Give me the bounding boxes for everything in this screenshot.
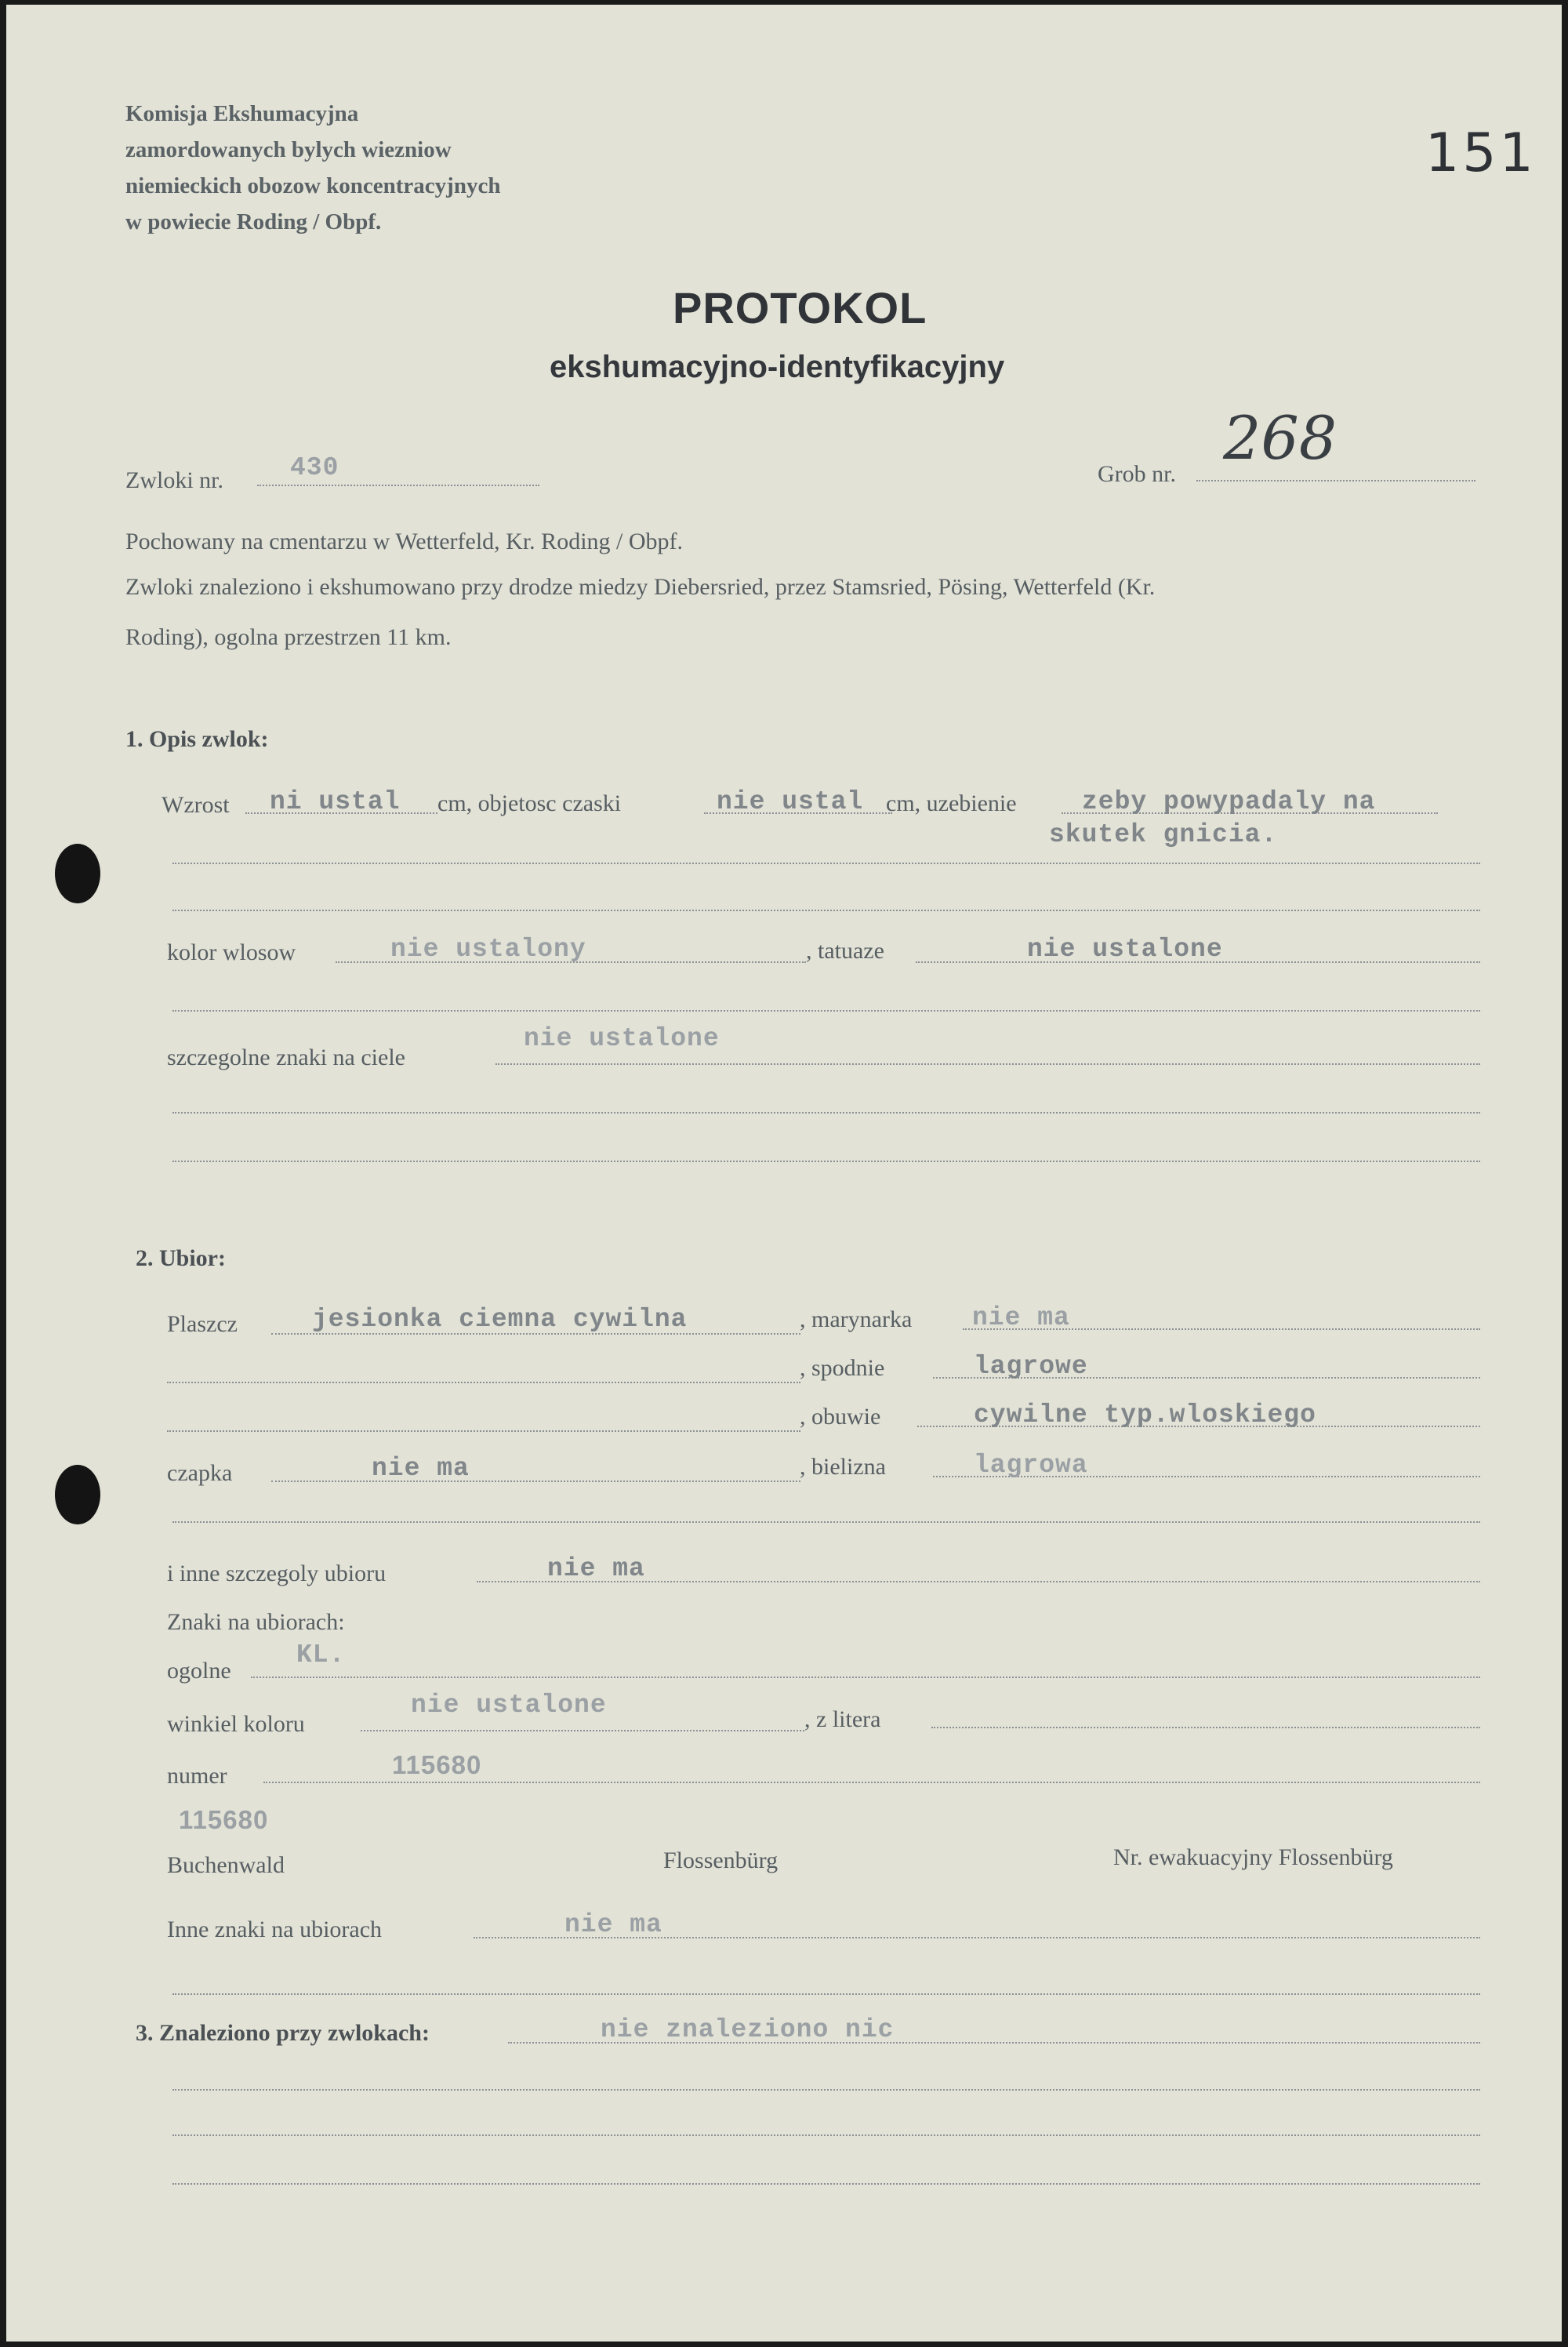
spodnie-value: lagrowe [974, 1352, 1088, 1381]
czapka-dotted-line [271, 1480, 800, 1482]
marynarka-value: nie ma [972, 1303, 1070, 1332]
obuwie-label: , obuwie [800, 1404, 881, 1430]
grob-dotted-line [1196, 480, 1475, 481]
tatuaze-value: nie ustalone [1027, 935, 1223, 964]
ogolne-label: ogolne [167, 1658, 231, 1684]
section3-line-4 [172, 2183, 1480, 2185]
document-page [6, 5, 1562, 2342]
litera-dotted-line [931, 1727, 1480, 1728]
found-line-2: Roding), ogolna przestrzen 11 km. [125, 624, 452, 650]
page-number: 151 [1425, 122, 1537, 184]
document-title: PROTOKOL [673, 283, 927, 332]
section1-line-5 [172, 1010, 1480, 1012]
plaszcz-value: jesionka ciemna cywilna [312, 1305, 688, 1334]
obuwie-left-line [167, 1430, 800, 1432]
uzebienie-value-2: skutek gnicia. [1049, 820, 1278, 849]
wzrost-value: ni ustal [270, 787, 401, 816]
winkiel-label: winkiel koloru [167, 1711, 305, 1737]
org-line-1: Komisja Ekshumacyjna [125, 101, 359, 126]
winkiel-value: nie ustalone [411, 1691, 607, 1720]
spodnie-left-line [167, 1382, 800, 1383]
uzebienie-value-1: zeby powypadaly na [1082, 787, 1376, 816]
buried-line: Pochowany na cmentarzu w Wetterfeld, Kr. Roding / Obpf. [125, 529, 684, 554]
bielizna-value: lagrowa [974, 1451, 1088, 1480]
czaszka-value: nie ustal [717, 787, 864, 816]
ogolne-value: KL. [296, 1640, 346, 1669]
ogolne-dotted-line [251, 1677, 1480, 1678]
plaszcz-label: Plaszcz [167, 1311, 238, 1337]
buchenwald-label: Buchenwald [167, 1852, 285, 1878]
czapka-value: nie ma [372, 1454, 470, 1483]
zwloki-label: Zwloki nr. [125, 467, 223, 493]
section3-value: nie znaleziono nic [601, 2015, 895, 2044]
section3-line-3 [172, 2134, 1480, 2136]
section2-line-5 [172, 1521, 1480, 1523]
org-line-4: w powiecie Roding / Obpf. [125, 209, 382, 234]
czaszka-unit: cm, uzebienie [886, 790, 1017, 816]
section3-line-2 [172, 2089, 1480, 2091]
grob-label: Grob nr. [1098, 461, 1176, 487]
section1-line-8 [172, 1161, 1480, 1162]
wzrost-unit: cm, objetosc czaski [437, 790, 622, 816]
wlosy-value: nie ustalony [390, 935, 586, 964]
buchenwald-number: 115680 [179, 1805, 269, 1834]
section1-line-7 [172, 1112, 1480, 1114]
section2-line-last [172, 1993, 1480, 1995]
obuwie-value: cywilne typ.wloskiego [974, 1401, 1316, 1430]
zwloki-value: 430 [290, 453, 339, 482]
litera-label: , z litera [804, 1706, 881, 1732]
wzrost-label: Wzrost [162, 792, 230, 818]
grob-value: 268 [1223, 403, 1338, 473]
szczegolne-znaki-value: nie ustalone [524, 1024, 720, 1053]
section-3-heading: 3. Znaleziono przy zwlokach: [136, 2020, 430, 2046]
marynarka-label: , marynarka [800, 1306, 913, 1332]
inne-znaki-value: nie ma [564, 1910, 662, 1939]
section1-line-3 [172, 910, 1480, 911]
szczegolne-znaki-label: szczegolne znaki na ciele [167, 1045, 405, 1070]
section1-line-2 [172, 863, 1480, 864]
zwloki-dotted-line [257, 485, 539, 486]
section-1-heading: 1. Opis zwlok: [125, 726, 269, 752]
org-line-2: zamordowanych bylych wiezniow [125, 137, 452, 162]
numer-value: 115680 [392, 1750, 482, 1779]
inne-szczegoly-value: nie ma [547, 1554, 645, 1583]
inne-szczegoly-label: i inne szczegoly ubioru [167, 1560, 387, 1586]
tatuaze-label: , tatuaze [806, 938, 884, 964]
document-subtitle: ekshumacyjno-identyfikacyjny [550, 350, 1005, 384]
wlosy-label: kolor wlosow [167, 939, 296, 965]
spodnie-label: , spodnie [800, 1355, 885, 1381]
org-line-3: niemieckich obozow koncentracyjnych [125, 173, 501, 198]
found-line-1: Zwloki znaleziono i ekshumowano przy drodze miedzy Diebersried, przez Stamsried, Pösing, Wetterfeld (Kr. [125, 574, 1156, 600]
szczegolne-znaki-dotted-line [495, 1063, 1480, 1065]
punch-hole-top [55, 844, 100, 903]
ewakuacyjny-label: Nr. ewakuacyjny Flossenbürg [1113, 1844, 1393, 1870]
numer-dotted-line [263, 1782, 1480, 1783]
punch-hole-bottom [55, 1465, 100, 1524]
flossenburg-label: Flossenbürg [663, 1847, 779, 1873]
inne-znaki-label: Inne znaki na ubiorach [167, 1916, 383, 1942]
numer-label: numer [167, 1763, 227, 1789]
czapka-label: czapka [167, 1460, 233, 1486]
section-2-heading: 2. Ubior: [136, 1245, 226, 1271]
winkiel-dotted-line [361, 1730, 804, 1731]
znaki-na-ubiorach-heading: Znaki na ubiorach: [167, 1609, 345, 1635]
bielizna-label: , bielizna [800, 1454, 886, 1480]
